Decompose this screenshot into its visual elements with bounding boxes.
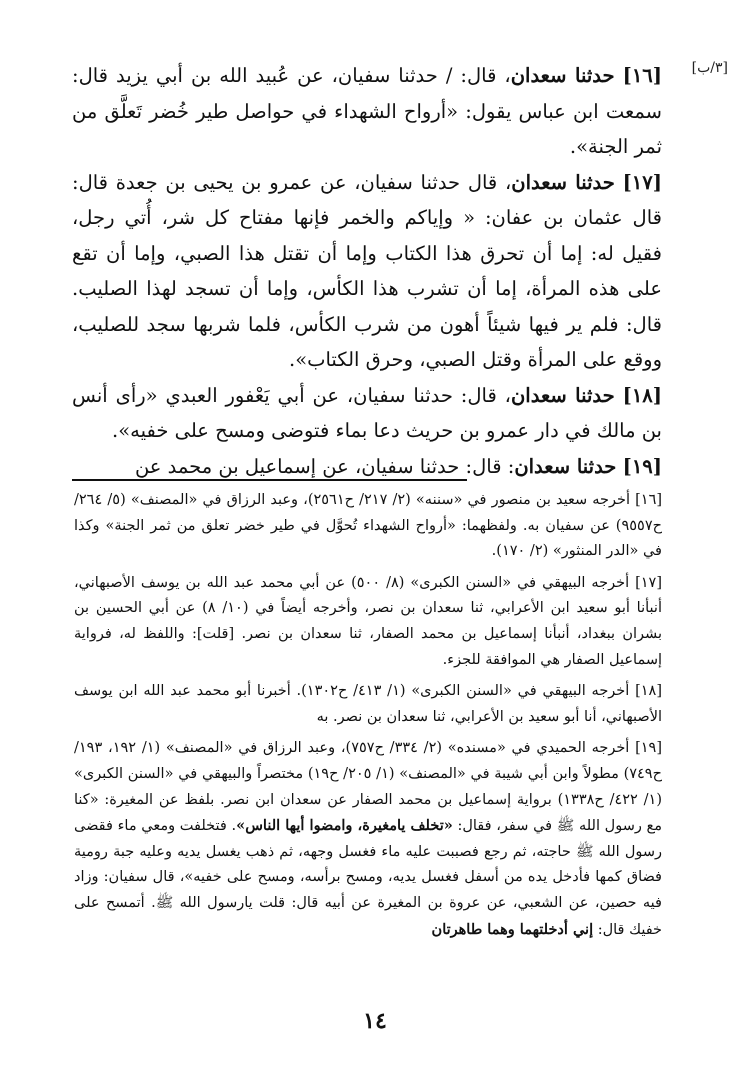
hadith-17 (72, 165, 662, 378)
hadith-text: ، قال: حدثنا سفيان، عن أبي يَعْفور العبدي «رأى أنس بن مالك في دار عمرو بن حريث دعا بماء فتوضى ومسح على خفيه». (72, 383, 662, 442)
footnote-text: . فتخلفت ومعي ماء فقضى رسول الله ﷺ حاجته، ثم رجع فصببت عليه ماء فغسل وجهه، ثم ذهب يغسل يديه وعليه جبة رومية فضاق كمها فأدخل يده من أسفل فغسل يديه، ومسح برأسه، ومسح على خفيه»، قال سفيان: وزاد فيه حصين، عن الشعبي، عن عروة بن المغيرة عن أبيه قال: قلت يارسول الله ﷺ. أتمسح على خفيك قال: (74, 818, 662, 938)
hadith-number: [١٦] (622, 64, 662, 87)
page-number: ١٤ (363, 1008, 387, 1034)
manuscript-folio-marker: [٣/ب] (691, 60, 728, 76)
hadith-16 (72, 58, 662, 165)
footnote-emphasis: إني أدخلتهما وهما طاهرتان (431, 920, 594, 938)
hadith-number: [١٧] (622, 170, 662, 194)
hadith-text: ، قال حدثنا سفيان، عن عمرو بن يحيى بن جعدة قال: قال عثمان بن عفان: « وإياكم والخمر فإنها مفتاح كل شر، أُتي رجل، فقيل له: إما أن تحرق هذا الكتاب وإما أن تقتل هذا الصبي، وإما أن تقع على هذه المرأة، إما أن تشرب هذا الكأس، وإما أن تسجد لهذا الصليب. قال: فلم ير فيها شيئاً أهون من شرب الكأس، فلما شربها سجد للصليب، ووقع على المرأة وقتل الصبي، وحرق الكتاب». (72, 170, 662, 371)
hadith-text: ، قال: / حدثنا سفيان، عن عُبيد الله بن أبي يزيد قال: سمعت ابن عباس يقول: «أرواح الشهداء في حواصل طير خُضر تَعلَّق من ثمر الجنة». (72, 64, 662, 158)
hadith-number: [١٨] (622, 383, 662, 407)
narrator-name: حدثنا سعدان (511, 170, 615, 194)
footnote-emphasis: «تخلف يامغيرة، وامضوا أيها الناس» (236, 817, 453, 835)
hadith-number: [١٩] (622, 454, 662, 478)
footnote-19 (74, 736, 662, 943)
narrator-name: حدثنا سعدان (510, 64, 615, 87)
footnote-16: [١٦] أخرجه سعيد بن منصور في «سننه» (٢/ ٢١٧/ ح٢٥٦١)، وعبد الرزاق في «المصنف» (٥/ ٢٦٤/ ح٩٥٥٧) عن سفيان به. ولفظهما: «أرواح الشهداء تُحوَّل في طير خضر تعلق من ثمر الجنة» وكذا في «الدر المنثور» (٢/ ١٧٠). (74, 492, 663, 560)
footnote-text: [١٩] أخرجه الحميدي في «مسنده» (٢/ ٣٣٤/ ح٧٥٧)، وعبد الرزاق في «المصنف» (١/ ١٩٢، ١٩٣/ ح٧٤٩) مطولاً وابن أبي شيبة في «المصنف» (١/ ٢٠٥/ ح١٩) مختصراً والبيهقي في «السنن الكبرى» (١/ ٤٢٢/ ح١٣٣٨) برواية إسماعيل بن محمد الصفار عن سعدان ابن نصر. بلفظ عن المغيرة: «كنا مع رسول الله ﷺ في سفر، فقال: (74, 740, 663, 835)
footnote-17: [١٧] أخرجه البيهقي في «السنن الكبرى» (٨/ ٥٠٠) عن أبي محمد عبد الله بن يوسف الأصبهاني، أنبأنا أبو سعيد ابن الأعرابي، ثنا سعدان بن نصر، وأخرجه أيضاً في (١٠/ ٨) عن أبي الحسين بن بشران ببغداد، أنبأنا إسماعيل بن محمد الصفار، ثنا سعدان بن نصر. [قلت]: واللفظ له، فرواية إسماعيل الصفار هي الموافقة للجزء. (74, 574, 662, 668)
narrator-name: حدثنا سعدان (510, 383, 615, 407)
hadith-text: : قال: حدثنا سفيان، عن إسماعيل بن محمد عن (134, 454, 515, 478)
main-text (72, 58, 662, 484)
footnote-divider (72, 479, 467, 481)
hadith-18 (72, 378, 662, 449)
footnotes (74, 488, 662, 949)
footnote-18: [١٨] أخرجه البيهقي في «السنن الكبرى» (١/ ٤١٣/ ح١٣٠٢). أخبرنا أبو محمد عبد الله ابن يوسف الأصبهاني، أنا أبو سعيد بن الأعرابي، ثنا سعدان بن نصر. به (74, 683, 662, 725)
narrator-name: حدثنا سعدان (514, 454, 617, 478)
